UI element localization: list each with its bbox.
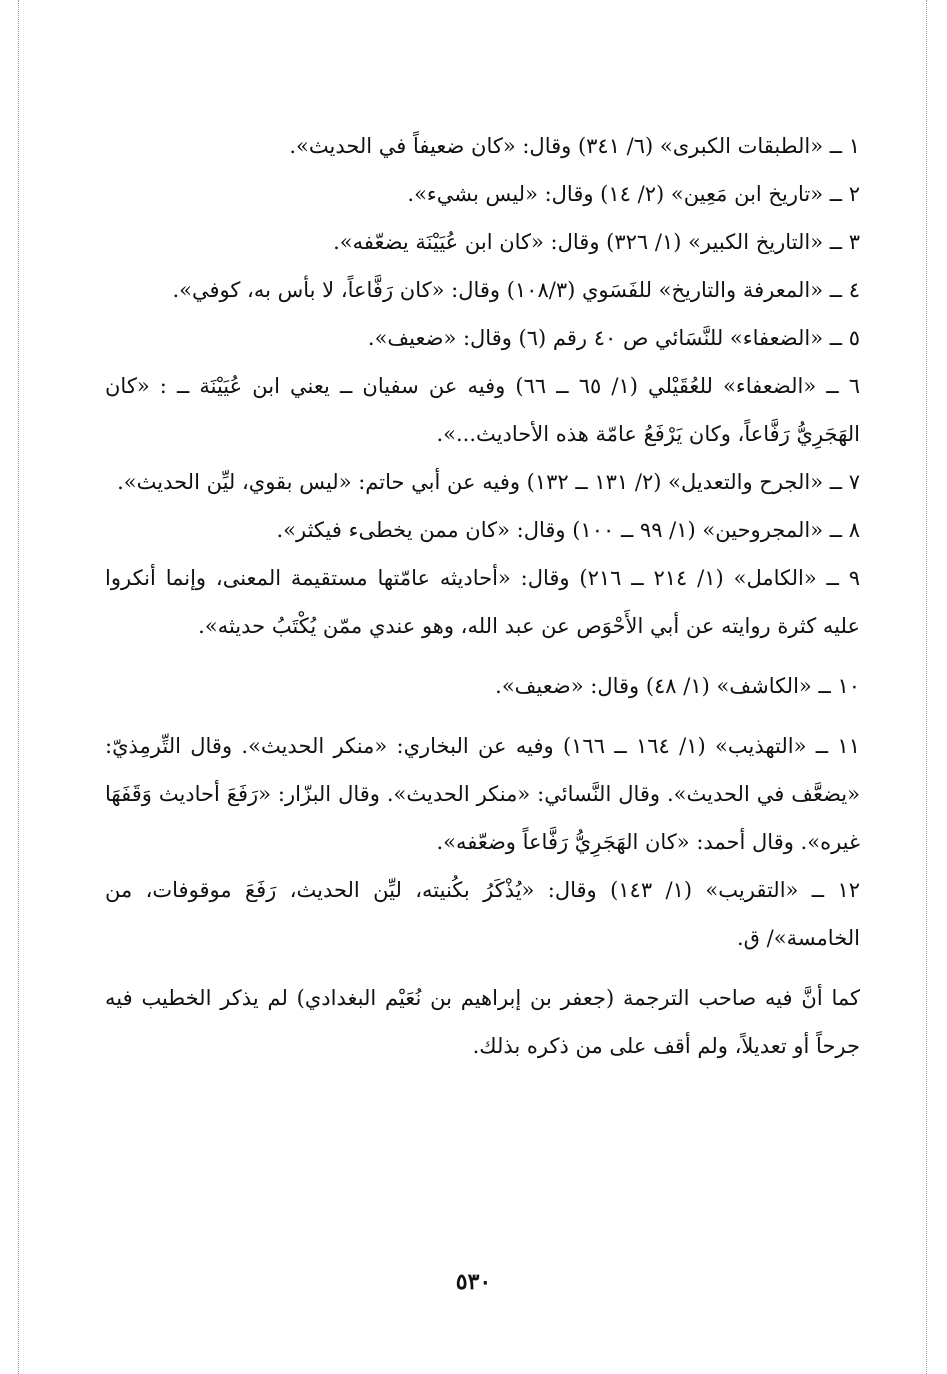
entry-10: ١٠ ــ «الكاشف» (١/ ٤٨) وقال: «ضعيف».: [495, 674, 860, 698]
closing-paragraph: كما أنَّ فيه صاحب الترجمة (جعفر بن إبراهيم بن نُعَيْم البغدادي) لم يذكر الخطيب فيه جرحاً أو تعديلاً، ولم أقف على من ذكره بذلك.: [105, 986, 860, 1058]
entry-11: ١١ ــ «التهذيب» (١/ ١٦٤ ــ ١٦٦) وفيه عن البخاري: «منكر الحديث». وقال التِّرمِذيّ: «يضعَّف في الحديث». وقال النَّسائي: «منكر الحديث». وقال البزّار: «رَفَعَ أحاديث وَقَفَهَا غيره». وقال أحمد: «كان الهَجَرِيُّ رَفَّاعاً وضعّفه».: [105, 734, 860, 854]
entry-7: ٧ ــ «الجرح والتعديل» (٢/ ١٣١ ــ ١٣٢) وفيه عن أبي حاتم: «ليس بقوي، ليِّن الحديث».: [117, 470, 860, 494]
scan-margin-line-right: [926, 0, 927, 1374]
entry-2: ٢ ــ «تاريخ ابن مَعِين» (٢/ ١٤) وقال: «ليس بشيء».: [407, 182, 860, 206]
entry-6: ٦ ــ «الضعفاء» للعُقَيْلي (١/ ٦٥ ــ ٦٦) وفيه عن سفيان ــ يعني ابن عُيَيْنَة ــ : «كان الهَجَرِيُّ رَفَّاعاً، وكان يَرْفَعُ عامّة هذه الأحاديث...».: [105, 374, 860, 446]
entry-3: ٣ ــ «التاريخ الكبير» (١/ ٣٢٦) وقال: «كان ابن عُيَيْنَة يضعّفه».: [333, 230, 860, 254]
entry-12: ١٢ ــ «التقريب» (١/ ١٤٣) وقال: «يُذْكَرُ بكُنيته، ليِّن الحديث، رَفَعَ موقوفات، من الخامسة»/ ق.: [105, 878, 860, 950]
entry-9: ٩ ــ «الكامل» (١/ ٢١٤ ــ ٢١٦) وقال: «أحاديثه عامّتها مستقيمة المعنى، وإنما أنكروا عليه كثرة روايته عن أبي الأَحْوَص عن عبد الله، وهو عندي ممّن يُكْتَبُ حديثه».: [105, 566, 860, 638]
page-number: ٥٣٠: [455, 1269, 492, 1295]
footnotes-text-block: [105, 122, 860, 1070]
scan-margin-line-left: [18, 0, 19, 1374]
entry-5: ٥ ــ «الضعفاء» للنَّسَائي ص ٤٠ رقم (٦) وقال: «ضعيف».: [367, 326, 860, 350]
entry-1: ١ ــ «الطبقات الكبرى» (٦/ ٣٤١) وقال: «كان ضعيفاً في الحديث».: [289, 134, 860, 158]
entry-8: ٨ ــ «المجروحين» (١/ ٩٩ ــ ١٠٠) وقال: «كان ممن يخطىء فيكثر».: [276, 518, 860, 542]
entry-4: ٤ ــ «المعرفة والتاريخ» للفَسَوي (١٠٨/٣) وقال: «كان رَفَّاعاً، لا بأس به، كوفي».: [172, 278, 860, 302]
